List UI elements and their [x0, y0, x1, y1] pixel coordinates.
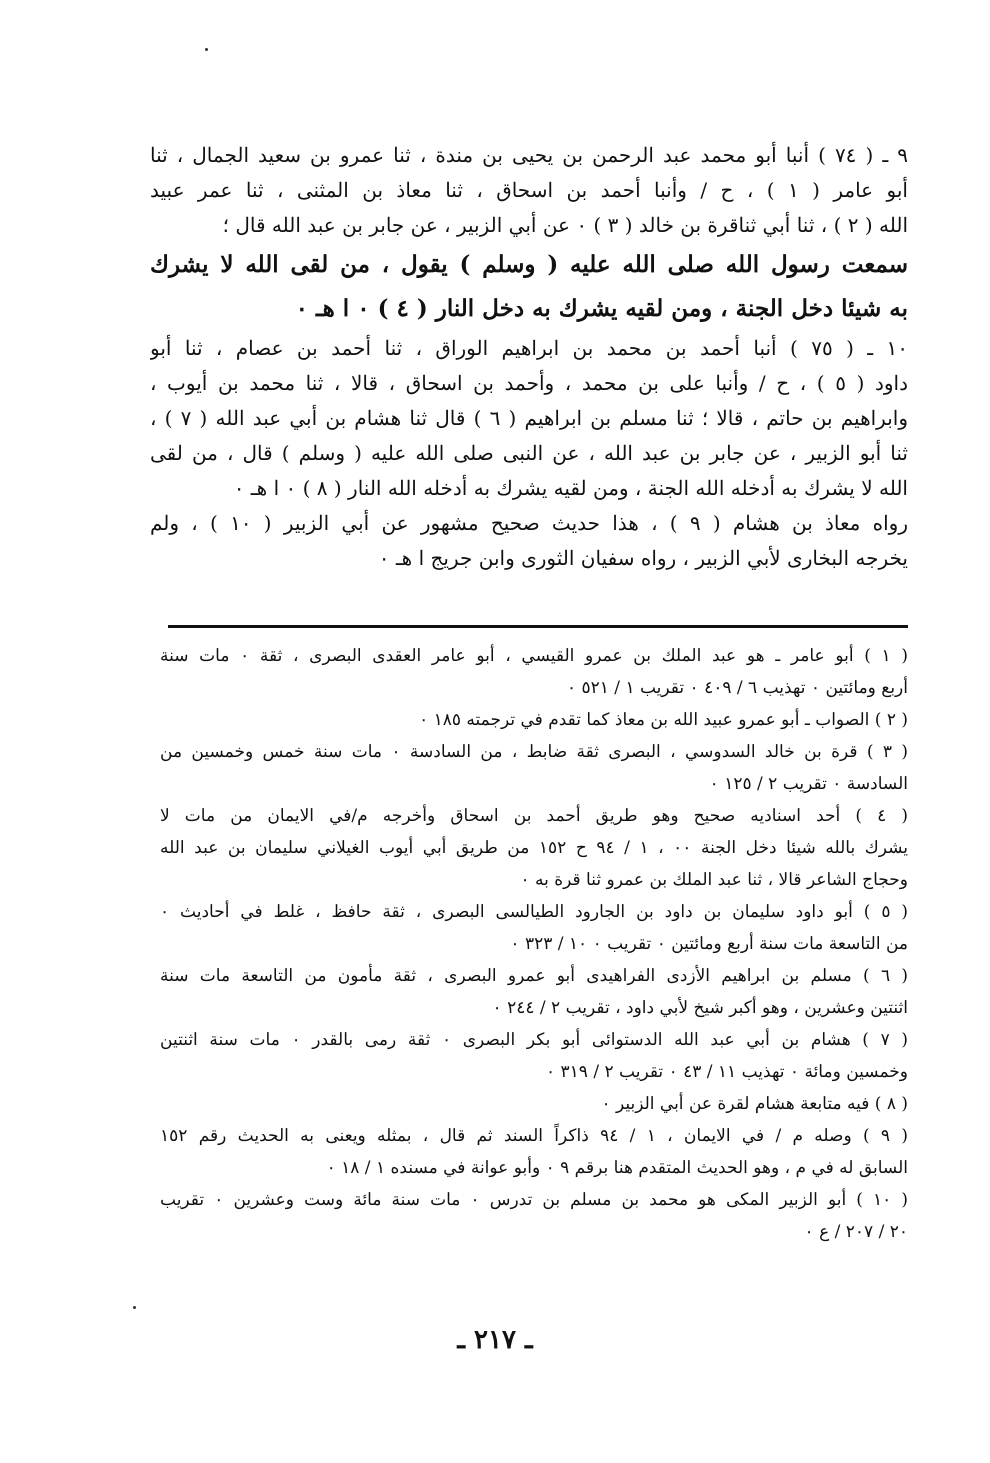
- footnote-line: السادسة ٠ تقريب ٢ / ١٢٥ ٠: [709, 774, 908, 794]
- page-number: ـ ٢١٧ ـ: [457, 1325, 533, 1355]
- footnote-line: ( ١ ) أبو عامر ـ هو عبد الملك بن عمرو القيسي ، أبو عامر العقدى البصرى ، ثقة ٠ مات سنة: [160, 646, 908, 666]
- main-text-line: أبو عامر ( ١ ) ، ح / وأنبا أحمد بن اسحاق ، ثنا معاذ بن المثنى ، ثنا عمر عبيد: [150, 178, 908, 202]
- footnote-line: ( ٤ ) أحد اسناديه صحيح وهو طريق أحمد بن اسحاق وأخرجه م/في الايمان من مات لا: [160, 806, 908, 826]
- footnote-line: ( ٢ ) الصواب ـ أبو عمرو عبيد الله بن معاذ كما تقدم في ترجمته ١٨٥ ٠: [419, 710, 908, 730]
- footnote-line: أربع ومائتين ٠ تهذيب ٦ / ٤٠٩ ٠ تقريب ١ / ٥٢١ ٠: [566, 678, 908, 698]
- main-text-line: ثنا أبو الزبير ، عن جابر بن عبد الله ، عن النبى صلى الله عليه ( وسلم ) قال ، من لقى: [150, 441, 908, 465]
- footnotes: [160, 640, 908, 1248]
- footnote-line: ( ٩ ) وصله م / في الايمان ، ١ / ٩٤ ذاكراً السند ثم قال ، بمثله ويعنى به الحديث رقم ١٥٢: [160, 1126, 908, 1146]
- main-text: [150, 138, 908, 576]
- scan-speck: [205, 48, 208, 51]
- main-text-line: ١٠ ـ ( ٧٥ ) أنبا أحمد بن محمد بن ابراهيم الوراق ، ثنا أحمد بن عصام ، ثنا أبو: [150, 336, 908, 360]
- main-text-line: الله لا يشرك به أدخله الله الجنة ، ومن لقيه يشرك به أدخله الله النار ( ٨ ) ٠ ا هـ ٠: [233, 476, 908, 500]
- main-text-line: ٩ ـ ( ٧٤ ) أنبا أبو محمد عبد الرحمن بن يحيى بن مندة ، ثنا عمرو بن سعيد الجمال ، ثنا: [150, 143, 908, 167]
- main-text-line: داود ( ٥ ) ، ح / وأنبا على بن محمد ، وأحمد بن اسحاق ، قالا ، ثنا محمد بن أيوب ،: [150, 371, 908, 395]
- footnote-line: يشرك بالله شيئا دخل الجنة ٠٠ ، ١ / ٩٤ ح ١٥٢ من طريق أبي أيوب الغيلاني سليمان بن عبد الله: [160, 838, 908, 858]
- footnote-separator-rule: [168, 625, 908, 628]
- footnote-line: اثنتين وعشرين ، وهو أكبر شيخ لأبي داود ، تقريب ٢ / ٢٤٤ ٠: [492, 998, 908, 1018]
- footnote-line: من التاسعة مات سنة أربع ومائتين ٠ تقريب ٠ ١٠ / ٣٢٣ ٠: [510, 934, 908, 954]
- footnote-line: ( ٥ ) أبو داود سليمان بن داود بن الجارود الطيالسى البصرى ، ثقة حافظ ، غلط في أحاديث ٠: [160, 902, 908, 922]
- footnote-line: السابق له في م ، وهو الحديث المتقدم هنا برقم ٩ ٠ وأبو عوانة في مسنده ١ / ١٨ ٠: [326, 1158, 908, 1178]
- main-text-line: يخرجه البخارى لأبي الزبير ، رواه سفيان الثورى وابن جريج ا هـ ٠: [378, 546, 908, 570]
- scan-speck: [133, 1306, 136, 1309]
- footnote-line: ( ٧ ) هشام بن أبي عبد الله الدستوائى أبو بكر البصرى ٠ ثقة رمى بالقدر ٠ مات سنة اثنتين: [160, 1030, 908, 1050]
- main-text-line: وابراهيم بن حاتم ، قالا ؛ ثنا مسلم بن ابراهيم ( ٦ ) قال ثنا هشام بن أبي عبد الله ( ٧ ) ،: [150, 406, 908, 430]
- footnote-line: ( ٦ ) مسلم بن ابراهيم الأزدى الفراهيدى أبو عمرو البصرى ، ثقة مأمون من التاسعة مات سنة: [160, 966, 908, 986]
- footnote-line: وحجاج الشاعر قالا ، ثنا عبد الملك بن عمرو ثنا قرة به ٠: [520, 870, 908, 890]
- footnote-line: ( ٣ ) قرة بن خالد السدوسي ، البصرى ثقة ضابط ، من السادسة ٠ مات سنة خمس وخمسين من: [160, 742, 908, 762]
- hadith-text-line: به شيئا دخل الجنة ، ومن لقيه يشرك به دخل النار ( ٤ ) ٠ ا هـ ٠: [295, 295, 908, 322]
- main-text-line: رواه معاذ بن هشام ( ٩ ) ، هذا حديث صحيح مشهور عن أبي الزبير ( ١٠ ) ، ولم: [150, 511, 908, 535]
- footnote-line: ( ١٠ ) أبو الزبير المكى هو محمد بن مسلم بن تدرس ٠ مات سنة مائة وست وعشرين ٠ تقريب: [160, 1190, 908, 1210]
- footnote-line: ( ٨ ) فيه متابعة هشام لقرة عن أبي الزبير ٠: [601, 1094, 908, 1114]
- main-text-line: الله ( ٢ ) ، ثنا أبي ثناقرة بن خالد ( ٣ ) ٠ عن أبي الزبير ، عن جابر بن عبد الله قال ؛: [222, 213, 908, 237]
- hadith-text-line: سمعت رسول الله صلى الله عليه ( وسلم ) يقول ، من لقى الله لا يشرك: [150, 251, 908, 278]
- footnote-line: وخمسين ومائة ٠ تهذيب ١١ / ٤٣ ٠ تقريب ٢ / ٣١٩ ٠: [545, 1062, 908, 1082]
- footnote-line: ٢٠ / ٢٠٧ / ع ٠: [804, 1222, 908, 1242]
